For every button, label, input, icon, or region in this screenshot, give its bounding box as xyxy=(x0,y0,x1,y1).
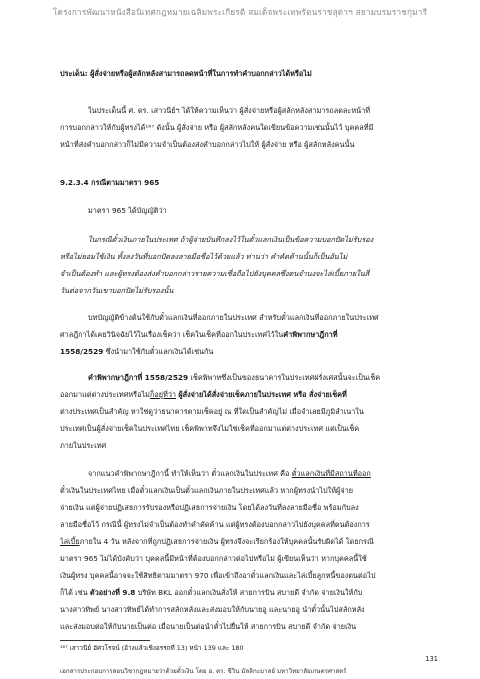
para-c-line-1 xyxy=(88,466,438,483)
para-c-line-2: ตั๋วเงินในประเทศไทย เมื่อตั๋วแลกเงินเป็นตั๋วแลกเงินภายในประเทศแล้ว หากผู้ทรงนำไปให้ผู้จ่าย xyxy=(60,486,353,495)
para-c-line-4: ลายมือชื่อไว้ กรณีนี้ ผู้ทรงไม่จำเป็นต้องทำคำคัดค้าน แต่ผู้ทรงต้องบอกกล่าวไปยังบุคคลที่ตนต้องการ xyxy=(60,520,370,529)
page-footer: เอกสารประกอบการสอนวิชากฎหมายว่าด้วยตั๋วเงิน โดย อ. ดร. ชีวิน มัลลิกะมาลย์ มหาวิทยาลัยเกษตรศาสตร์ xyxy=(60,668,347,675)
para-c-underlined-2: ไล่เบี้ย xyxy=(60,537,80,546)
para-a-line-3 xyxy=(60,344,438,361)
para-b-line-1 xyxy=(88,370,438,387)
para-c-underlined-1: ตั๋วแลกเงินที่มีสถานที่ออก xyxy=(291,469,371,478)
running-header: โครงการพัฒนาหนังสือนิเทศกฎหมายเฉลิมพระเกียรติ สมเด็จพระเทพรัตนราชสุดาฯ สยามบรมราชกุมารี xyxy=(52,7,428,17)
para-c-text-5: ภายใน 4 วัน หลังจากที่ถูกปฏิเสธการจ่ายเงิน ผู้ทรงจึงจะเรียกร้องให้บุคคลนั้นรับผิดได้ โดยกรณี xyxy=(79,537,374,546)
example-label: ตัวอย่างที่ 9.8 xyxy=(89,588,136,597)
law-intro: มาตรา 965 ได้บัญญัติว่า xyxy=(88,206,167,215)
para-b-emphasis: ผู้สั่งจ่ายได้สั่งจ่ายเช็คภายในประเทศ หรือ สั่งจ่ายเช็คที่ xyxy=(178,390,347,399)
para-a-line-1: บทบัญญัติข้างต้นใช้กับตั๋วแลกเงินที่ออกภายในประเทศ สำหรับตั๋วแลกเงินที่ออกภายในประเทศ xyxy=(88,313,379,322)
law-quote-line-2: หรือไม่ยอมใช้เงิน ทั้งลงวันที่บอกปัดลงลายมือชื่อไว้ด้วยแล้ว ท่านว่า คำคัดค้านนั้นก็เป็นอันไม่ xyxy=(60,252,348,261)
issue-line-1: ในประเด็นนี้ ศ. ดร. เสาวนีย์ฯ ได้ให้ความเห็นว่า ผู้สั่งจ่ายหรือผู้สลักหลังสามารถลดละหน้าที่ xyxy=(88,106,371,115)
para-b-underlined: ก็อยู่ที่ว่า xyxy=(149,390,177,399)
para-b-text-2: ออกมาแต่ต่างประเทศหรือไม่ xyxy=(60,390,150,399)
para-c-line-6: มาตรา 965 ไม่ได้บังคับว่า บุคคลนี้มีหน้าที่ต้องบอกกล่าวต่อไปหรือไม่ ผู้เขียนเห็นว่า หากบุคคลนี้ใช้ xyxy=(60,554,367,563)
para-c-line-9: นางสาวทิพย์ นางสาวทิพย์ได้ทำการสลักหลังและส่งมอบให้กับนายอู และนายอู นำตั๋วนั้นไปสลักหลัง xyxy=(60,605,365,614)
para-a-text: ศาลฎีกาได้เคยวินิจฉัยไว้ในเรื่องเช็คว่า เช็คในเช็คที่ออกในประเทศไว้ใน xyxy=(60,330,284,339)
law-quote-line-3: จำเป็นต้องทำ และผู้ทรงต้องส่งคำบอกกล่าวรายความเชื่อถือไปยังบุคคลซึ่งตนจำนงจะไล่เบี้ยภายในสี่ xyxy=(60,269,370,278)
para-b-line-4: ประเทศเป็นผู้สั่งจ่ายเช็คในประเทศไทย เช็คพิพาทจึงไม่ใช่เช็คที่ออกมาแต่ต่างประเทศ แต่เป็นเช็ค xyxy=(60,424,360,433)
law-quote-line-1: ในกรณีตั๋วเงินภายในประเทศ ถ้าผู้จ่ายบันทึกลงไว้ในตั๋วแลกเงินเป็นข้อความบอกปัดไม่รับรอง xyxy=(88,235,374,244)
para-c-line-3: จ่ายเงิน แต่ผู้จ่ายปฏิเสธการรับรองหรือปฏิเสธการจ่ายเงิน โดยได้ลงวันที่ลงลายมือชื่อ พร้อมกับลง xyxy=(60,503,359,512)
para-b-line-2 xyxy=(60,387,438,404)
issue-line-2: การบอกกล่าวให้กับผู้ทรงได้¹⁶⁷ ดังนั้น ผู้สั่งจ่าย หรือ ผู้สลักหลังคนใดเขียนข้อความเช่นนั้นไว้ บุคคลที่มี xyxy=(60,123,374,132)
para-a-line-2 xyxy=(60,327,438,344)
para-b-ruling: คำพิพากษาฎีกาที่ 1558/2529 xyxy=(88,373,189,382)
issue-heading: ประเด็น: ผู้สั่งจ่ายหรือผู้สลักหลังสามารถลดหน้าที่ในการทำคำบอกกล่าวได้หรือไม่ xyxy=(60,69,312,78)
issue-line-3: หน้าที่ส่งคำบอกกล่าวก็ไม่มีความจำเป็นต้องส่งคำบอกกล่าวไปให้ ผู้สั่งจ่าย หรือ ผู้สลักหลังคนนั้น xyxy=(60,140,355,149)
para-c-text-1: จากแนวคำพิพากษาฎีกานี้ ทำให้เห็นว่า ตั๋วแลกเงินในประเทศ คือ xyxy=(88,469,290,478)
para-c-line-5 xyxy=(60,534,438,551)
para-a-ruling-label: คำพิพากษาฎีกาที่ xyxy=(283,330,338,339)
para-b-line-5: ภายในประเทศ xyxy=(60,441,107,450)
para-c-line-7: เงินผู้ทรง บุคคลนี้อาจจะใช้สิทธิตามมาตรา 970 เพื่อเข้าถึงอาตั๋วแลกเงินและไล่เบี้ยลูกหนี้ของตนต่อไป xyxy=(60,571,376,580)
section-heading: 9.2.3.4 กรณีตามมาตรา 965 xyxy=(60,178,160,187)
para-a-ruling-number: 1558/2529 xyxy=(60,347,104,356)
law-quote-line-4: วันต่อจากวันเขาบอกปัดไม่รับรองนั้น xyxy=(60,286,174,295)
example-text: บริษัท BKL ออกตั๋วแลกเงินสั่งให้ สายการบิน สบายดี จำกัด จ่ายเงินให้กับ xyxy=(137,588,363,597)
para-c-line-10: และส่งมอบต่อให้กับนายเป็นต่อ เมื่อนายเป็นต่อนำตั๋วไปยื่นให้ สายการบิน สบายดี จำกัด จ่ายเงิน xyxy=(60,622,357,631)
para-c-text-8: ก็ได้ เช่น xyxy=(60,588,88,597)
para-c-line-8 xyxy=(60,585,438,602)
para-b-line-3: ต่างประเทศเป็นสำคัญ หาใช่ดูว่าธนาคารตามเช็คอยู่ ณ ที่ใดเป็นสำคัญไม่ เมื่อจำเลยมีภูมิลำเนาใน xyxy=(60,407,364,416)
para-b-text-1: เช็คพิพาทซึ่งเป็นของธนาคารในประเทศฝรั่งเศสนั้นจะเป็นเช็ค xyxy=(190,373,381,382)
footnote-rule xyxy=(60,640,150,641)
footnote: ¹⁶⁷ เสาวนีย์ อัศวโรจน์ (อ้างแล้วเชิงอรรถที่ 13) หน้า 139 และ 180 xyxy=(60,644,244,652)
para-a-tail: ซึ่งนำมาใช้กับตั๋วแลกเงินได้เช่นกัน xyxy=(105,347,214,356)
page-number: 131 xyxy=(425,655,438,663)
